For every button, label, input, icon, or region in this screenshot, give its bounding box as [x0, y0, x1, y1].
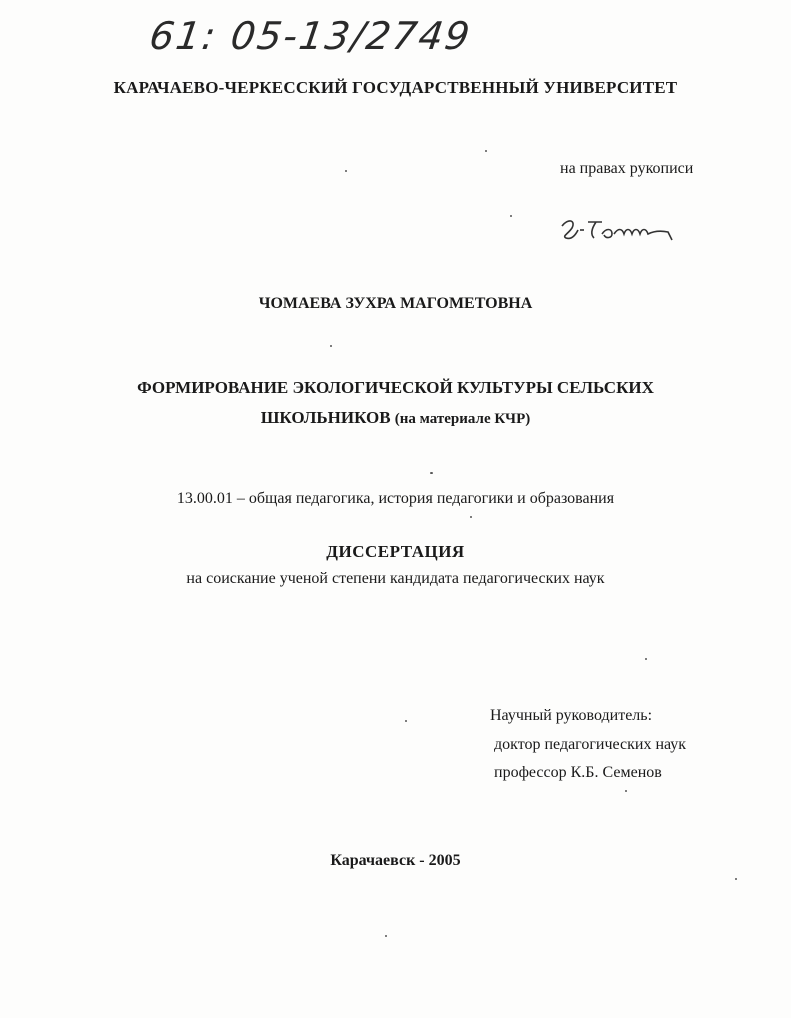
- degree-statement: на соискание ученой степени кандидата педагогических наук: [186, 570, 605, 587]
- scan-speck: [645, 658, 647, 660]
- scan-speck: [430, 472, 433, 474]
- dissertation-title-line-1: ФОРМИРОВАНИЕ ЭКОЛОГИЧЕСКОЙ КУЛЬТУРЫ СЕЛЬСКИХ: [137, 378, 654, 397]
- scan-speck: [485, 150, 487, 152]
- author-signature: [558, 212, 678, 248]
- supervisor-degree: доктор педагогических наук: [494, 736, 687, 753]
- scan-speck: [510, 215, 512, 217]
- scan-speck: [735, 878, 737, 880]
- university-name: КАРАЧАЕВО-ЧЕРКЕССКИЙ ГОСУДАРСТВЕННЫЙ УНИВЕРСИТЕТ: [113, 78, 678, 97]
- scan-speck: [405, 720, 407, 722]
- title-line-2-note: (на материале КЧР): [394, 411, 531, 427]
- specialty-code: 13.00.01 – общая педагогика, история педагогики и образования: [176, 490, 615, 507]
- scan-speck: [625, 790, 627, 792]
- supervisor-label: Научный руководитель:: [490, 707, 653, 724]
- author-name: ЧОМАЕВА ЗУХРА МАГОМЕТОВНА: [258, 295, 533, 312]
- scan-speck: [470, 516, 472, 518]
- scan-speck: [385, 935, 387, 937]
- city-and-year: Карачаевск - 2005: [330, 852, 461, 869]
- scan-speck: [345, 170, 347, 172]
- supervisor-name: профессор К.Б. Семенов: [494, 764, 662, 781]
- title-line-2-main: ШКОЛЬНИКОВ: [260, 408, 391, 427]
- scan-speck: [330, 345, 332, 347]
- archive-code-handwritten: 61: 05-13/2749: [146, 14, 475, 58]
- document-type: ДИССЕРТАЦИЯ: [326, 542, 465, 561]
- manuscript-rights-note: на правах рукописи: [560, 160, 694, 177]
- dissertation-title-line-2: [0, 408, 791, 428]
